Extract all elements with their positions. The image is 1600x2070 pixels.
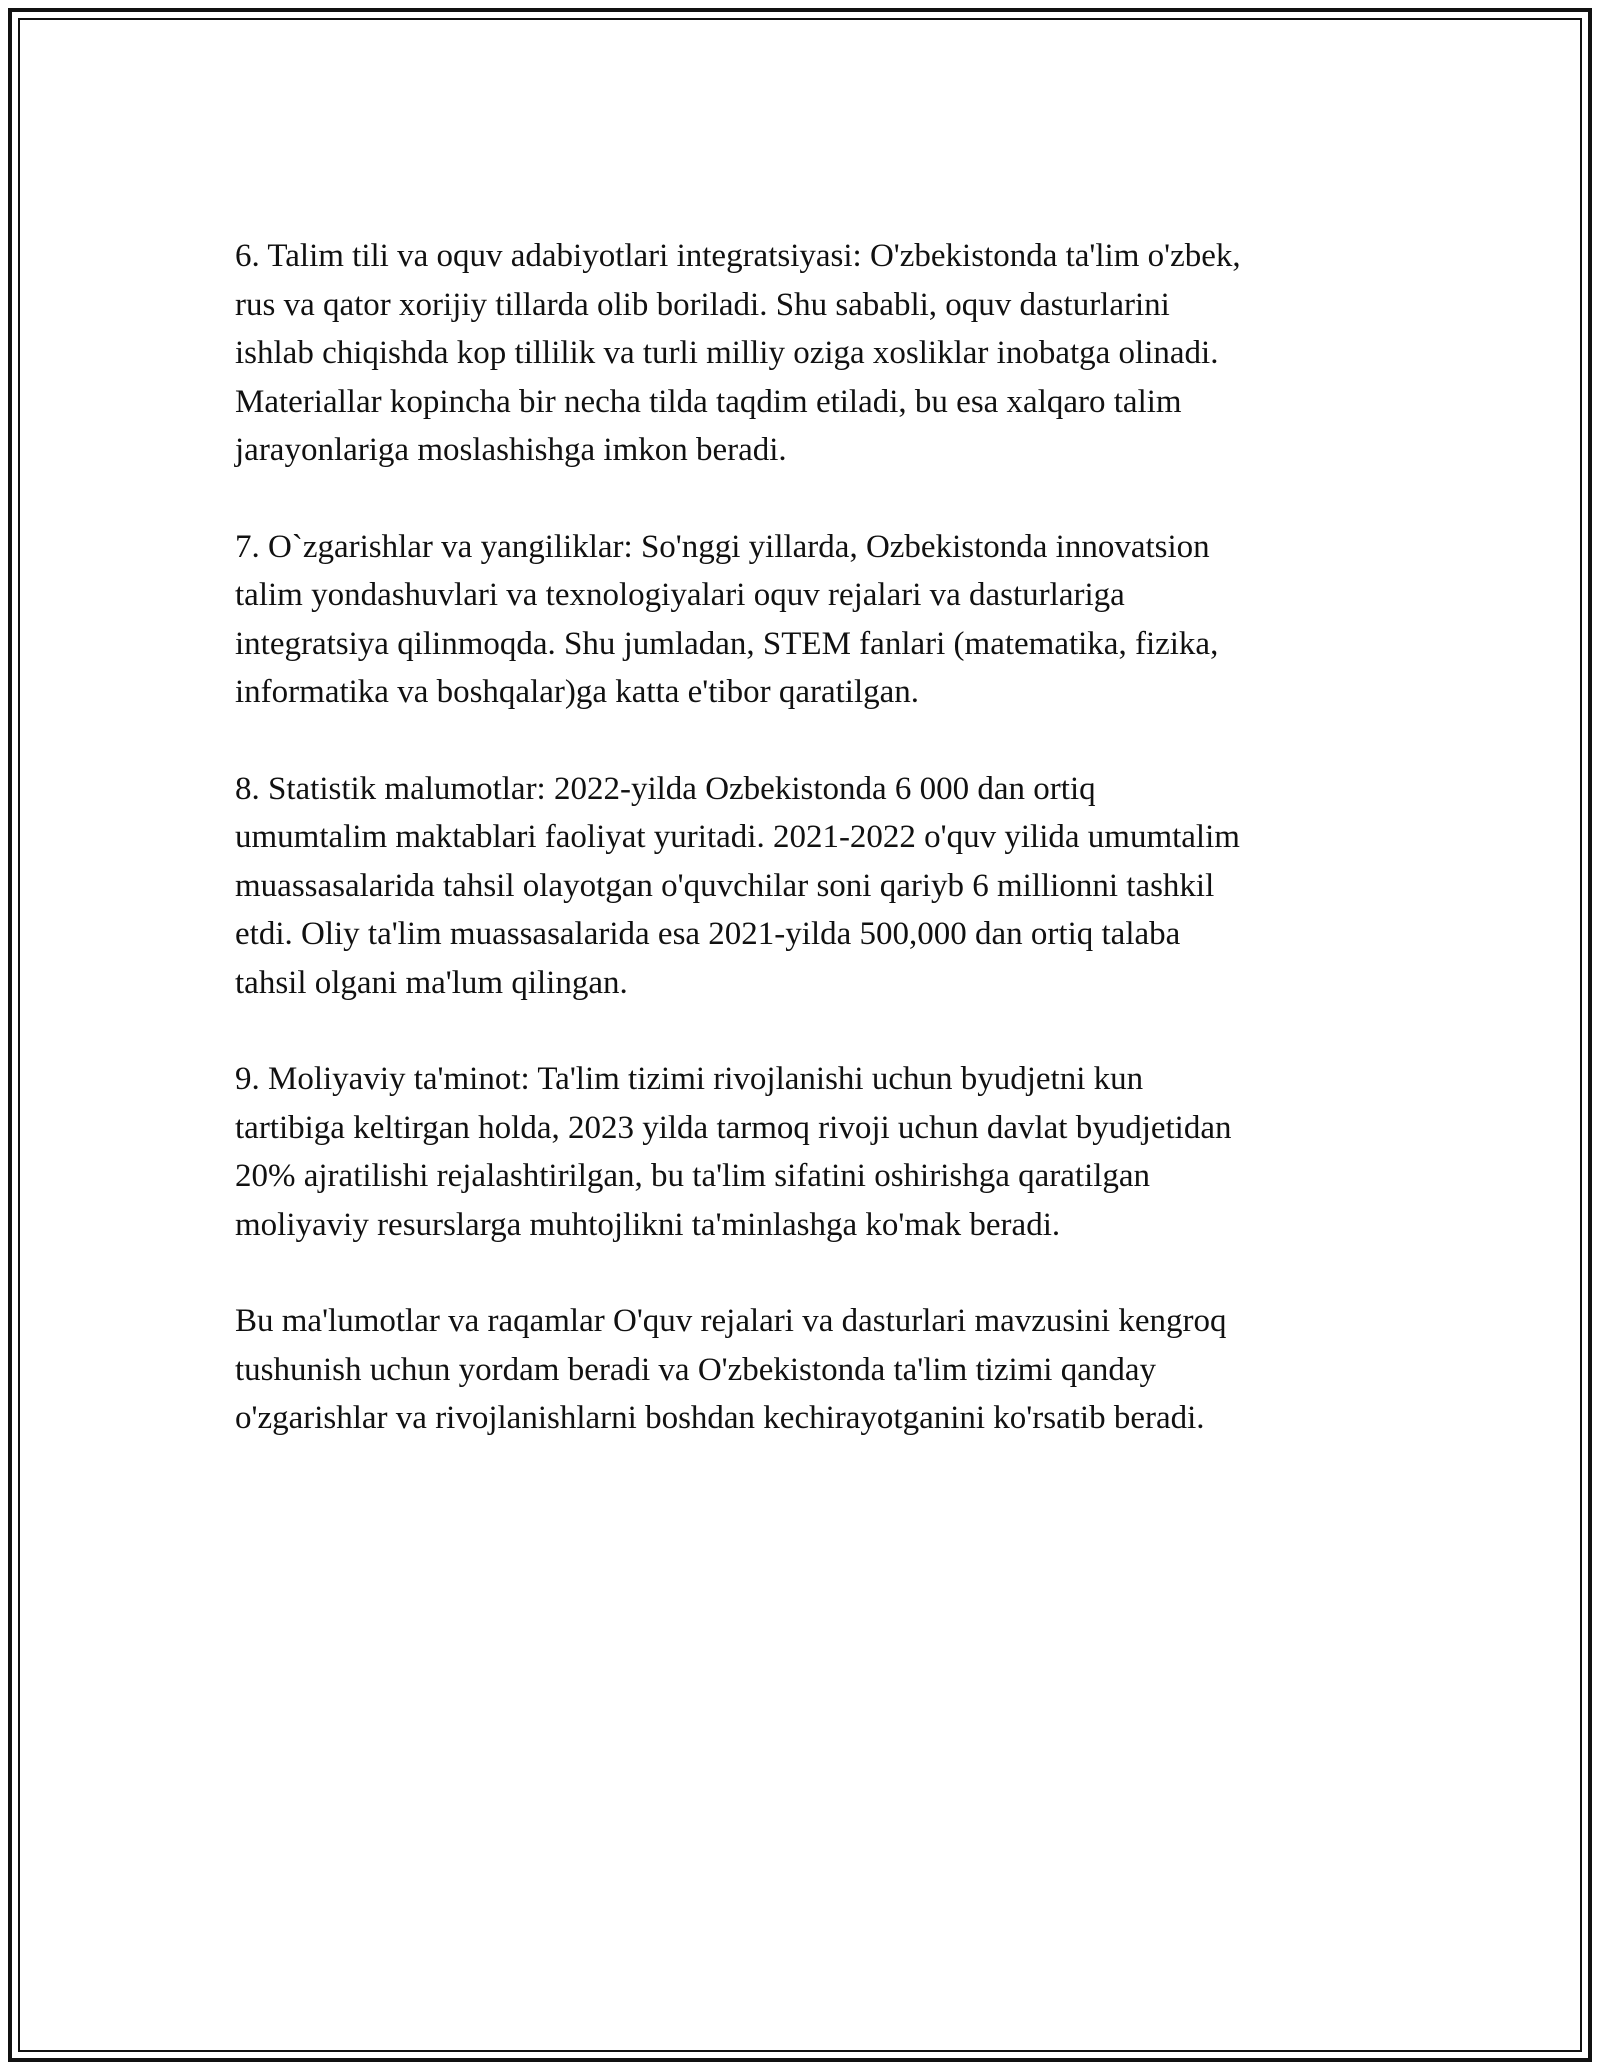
text-line: muassasalarida tahsil olayotgan o'quvchilar soni qariyb 6 millionni tashkil <box>235 867 1215 904</box>
text-line: tartibiga keltirgan holda, 2023 yilda tarmoq rivoji uchun davlat byudjetidan <box>235 1109 1232 1146</box>
text-line: 8. Statistik malumotlar: 2022-yilda Ozbekistonda 6 000 dan ortiq <box>235 770 1096 807</box>
paragraph-section-6 <box>235 232 1375 475</box>
paragraph-section-7 <box>235 523 1375 717</box>
text-line: 6. Talim tili va oquv adabiyotlari integratsiyasi: O'zbekistonda ta'lim o'zbek, <box>235 238 1241 274</box>
text-line: integratsiya qilinmoqda. Shu jumladan, STEM fanlari (matematika, fizika, <box>235 625 1219 662</box>
text-line: tushunish uchun yordam beradi va O'zbekistonda ta'lim tizimi qanday <box>235 1351 1157 1388</box>
text-line: Materiallar kopincha bir necha tilda taqdim etiladi, bu esa xalqaro talim <box>235 383 1182 420</box>
paragraph-section-8 <box>235 765 1375 1008</box>
text-line: informatika va boshqalar)ga katta e'tibor qaratilgan. <box>235 674 920 710</box>
text-line: ishlab chiqishda kop tillilik va turli milliy oziga xosliklar inobatga olinadi. <box>235 335 1219 371</box>
text-line: tahsil olgani ma'lum qilingan. <box>235 964 628 1001</box>
text-line: 9. Moliyaviy ta'minot: Ta'lim tizimi rivojlanishi uchun byudjetni kun <box>235 1061 1144 1097</box>
text-line: jarayonlariga moslashishga imkon beradi. <box>235 432 787 468</box>
paragraph-conclusion <box>235 1297 1375 1443</box>
text-line: rus va qator xorijiy tillarda olib boriladi. Shu sababli, oquv dasturlarini <box>235 286 1170 323</box>
text-line: 7. O`zgarishlar va yangiliklar: So'nggi yillarda, Ozbekistonda innovatsion <box>235 528 1210 565</box>
text-line: umumtalim maktablari faoliyat yuritadi. 2021-2022 o'quv yilida umumtalim <box>235 819 1240 855</box>
text-line: talim yondashuvlari va texnologiyalari oquv rejalari va dasturlariga <box>235 577 1125 613</box>
text-line: moliyaviy resurslarga muhtojlikni ta'minlashga ko'mak beradi. <box>235 1206 1061 1243</box>
text-line: Bu ma'lumotlar va raqamlar O'quv rejalari va dasturlari mavzusini kengroq <box>235 1303 1227 1339</box>
text-line: 20% ajratilishi rejalashtirilgan, bu ta'lim sifatini oshirishga qaratilgan <box>235 1158 1151 1194</box>
text-line: etdi. Oliy ta'lim muassasalarida esa 2021-yilda 500,000 dan ortiq talaba <box>235 916 1181 952</box>
paragraph-section-9 <box>235 1055 1375 1249</box>
document-body <box>235 232 1375 1491</box>
text-line: o'zgarishlar va rivojlanishlarni boshdan kechirayotganini ko'rsatib beradi. <box>235 1400 1205 1436</box>
